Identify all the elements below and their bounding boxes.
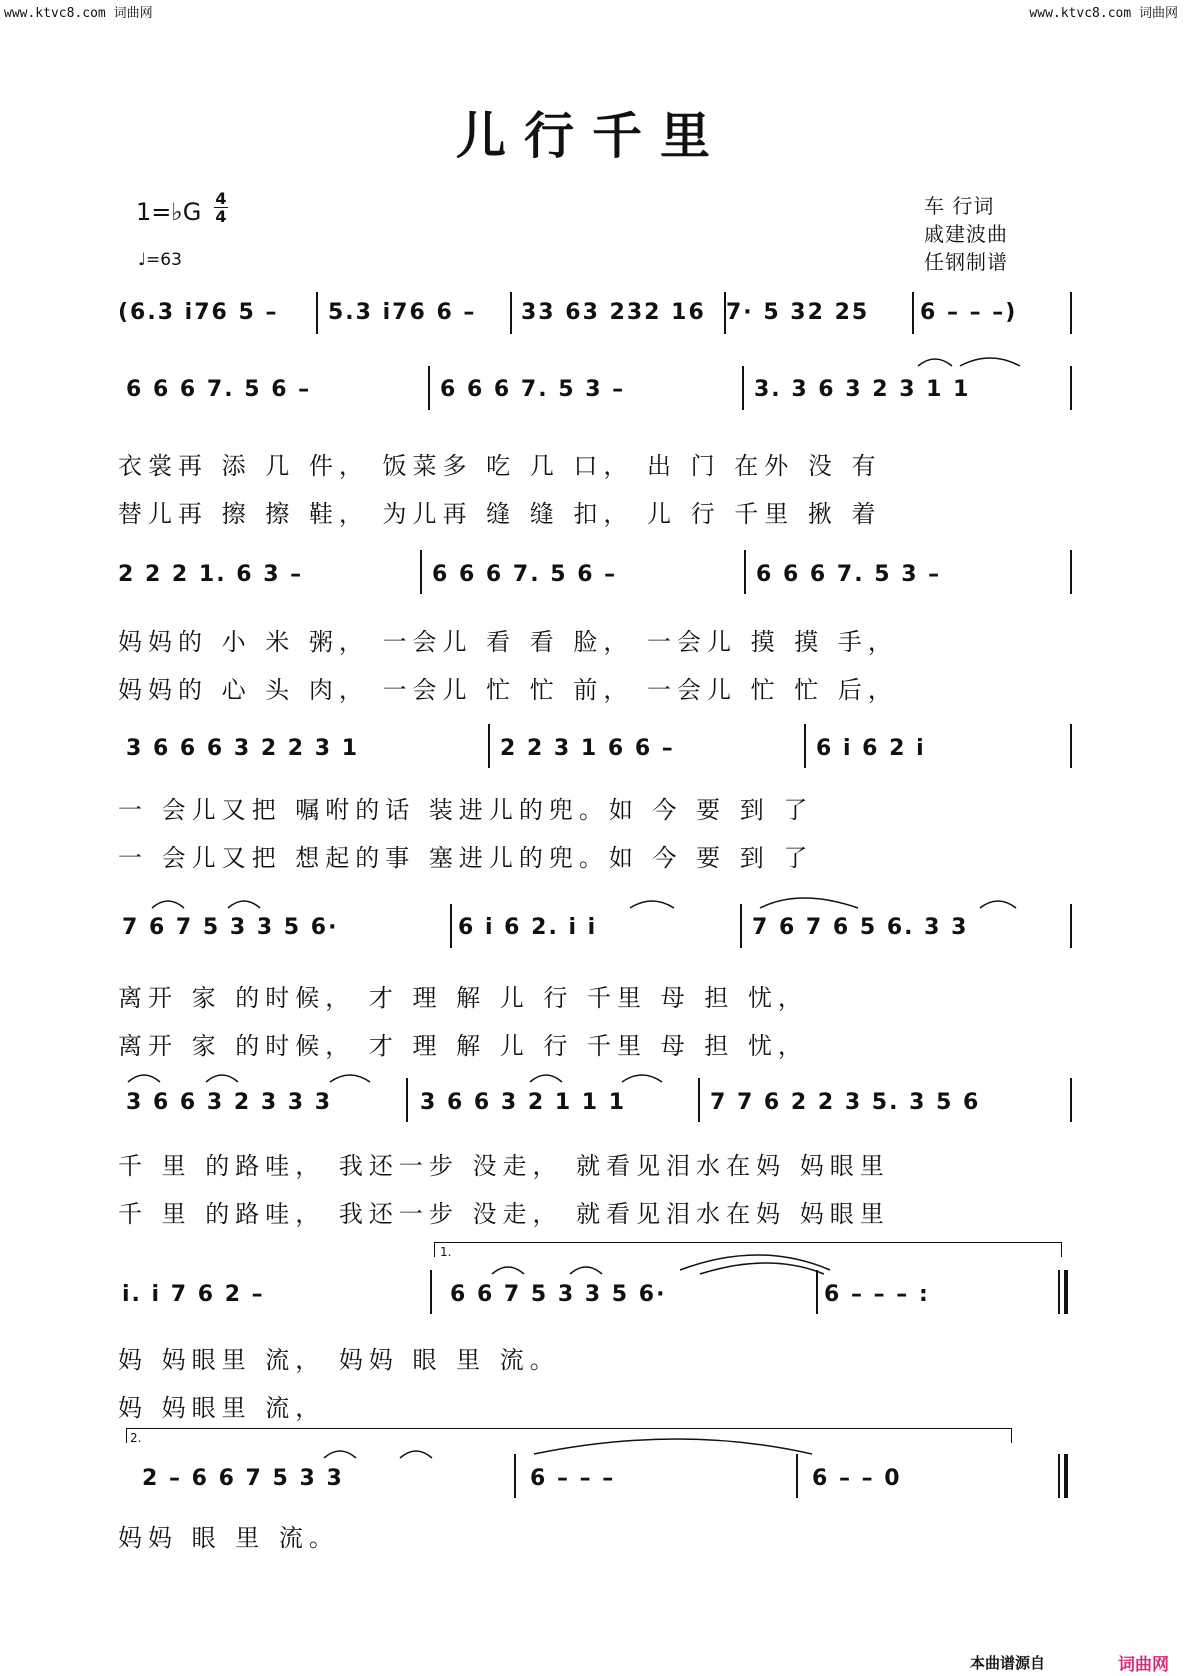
slur [918,359,952,366]
slur [980,901,1016,908]
measure: 2 2 3 1 6 6 – [500,736,675,761]
slur [492,1267,524,1274]
lyric-verse-1: 妈妈 眼 里 流。 [118,1524,339,1552]
slur [700,1263,824,1274]
measure: (6.3 i76 5 – [118,300,279,325]
measure: 7 7 6 2 2 3 5. 3 5 6 [710,1090,981,1115]
lyric-verse-2: 千 里 的路哇， 我还一步 没走， 就看见泪水在妈 妈眼里 [118,1200,890,1228]
slur [534,1439,812,1454]
slur [760,898,858,908]
key-signature: 1=♭G [136,198,202,226]
measure: 6 6 6 7. 5 6 – [432,562,618,587]
measure: 3 6 6 3 2 1 1 1 [420,1090,627,1115]
lyric-verse-2: 一 会儿又把 想起的事 塞进儿的兜。如 今 要 到 了 [118,844,814,872]
lyric-verse-1: 衣裳再 添 几 件， 饭菜多 吃 几 口， 出 门 在外 没 有 [118,452,882,480]
first-ending-label: 1. [440,1245,452,1259]
measure: 33 63 232 16 [521,300,706,325]
measure: i. i 7 6 2 – [122,1282,265,1307]
arranger-credit: 任钢制谱 [924,250,1008,274]
measure: 6 6 6 7. 5 3 – [440,377,626,402]
measure: 3 6 6 6 3 2 2 3 1 [126,736,360,761]
time-sig-bottom: 4 [215,207,227,226]
footer-source: 本曲谱源自 [970,1654,1046,1672]
slur [530,1075,562,1082]
measure: 6 6 6 7. 5 6 – [126,377,312,402]
second-ending-label: 2. [130,1431,142,1445]
song-title: 儿行千里 [456,106,728,165]
measure: 6 6 7 5 3 3 5 6· [450,1282,667,1307]
slur [228,901,260,908]
measure: 6 – – – : [824,1282,930,1307]
lyric-verse-1: 妈 妈眼里 流， 妈妈 眼 里 流。 [118,1346,560,1374]
watermark-right: www.ktvc8.com 词曲网 [1029,6,1178,21]
measure: 6 i 6 2 i [816,736,926,761]
lyric-verse-1: 一 会儿又把 嘱咐的话 装进儿的兜。如 今 要 到 了 [118,796,814,824]
slur [570,1267,602,1274]
lyric-verse-2: 离开 家 的时候， 才 理 解 儿 行 千里 母 担 忧， [118,1032,808,1060]
slur [630,901,674,908]
composer-credit: 戚建波曲 [924,222,1008,246]
measure: 3 6 6 3 2 3 3 3 [126,1090,333,1115]
slur [400,1451,432,1458]
lyric-verse-1: 妈妈的 小 米 粥， 一会儿 看 看 脸， 一会儿 摸 摸 手， [118,628,898,656]
slur [324,1451,356,1458]
slur [152,901,184,908]
measure: 6 6 6 7. 5 3 – [756,562,942,587]
measure: 6 – – – [530,1466,616,1491]
slur [128,1075,160,1082]
measure: 6 i 6 2. i i [458,915,598,940]
lyricist-credit: 车 行词 [924,194,995,218]
measure: 2 – 6 6 7 5 3 3 [142,1466,344,1491]
measure: 6 – – 0 [812,1466,902,1491]
slur [622,1075,662,1082]
slur [960,358,1020,366]
measure: 6 – – –) [920,300,1018,325]
lyric-verse-2: 替儿再 擦 擦 鞋， 为儿再 缝 缝 扣， 儿 行 千里 揪 着 [118,500,882,528]
measure: 2 2 2 1. 6 3 – [118,562,304,587]
time-sig-top: 4 [215,189,227,208]
lyric-verse-1: 千 里 的路哇， 我还一步 没走， 就看见泪水在妈 妈眼里 [118,1152,890,1180]
lyric-verse-2: 妈 妈眼里 流， [118,1394,326,1422]
tempo-mark: ♩=63 [138,250,182,270]
measure: 5.3 i76 6 – [328,300,477,325]
footer-logo: 词曲网 [1118,1655,1169,1675]
measure: 7· 5 32 25 [726,300,870,325]
measure: 7 6 7 5 3 3 5 6· [122,915,339,940]
lyric-verse-2: 妈妈的 心 头 肉， 一会儿 忙 忙 前， 一会儿 忙 忙 后， [118,676,898,704]
slur [330,1075,370,1082]
lyric-verse-1: 离开 家 的时候， 才 理 解 儿 行 千里 母 担 忧， [118,984,808,1012]
measure: 7 6 7 6 5 6. 3 3 [752,915,969,940]
watermark-left: www.ktvc8.com 词曲网 [4,6,153,21]
measure: 3. 3 6 3 2 3 1 1 [754,377,971,402]
slur [206,1075,238,1082]
